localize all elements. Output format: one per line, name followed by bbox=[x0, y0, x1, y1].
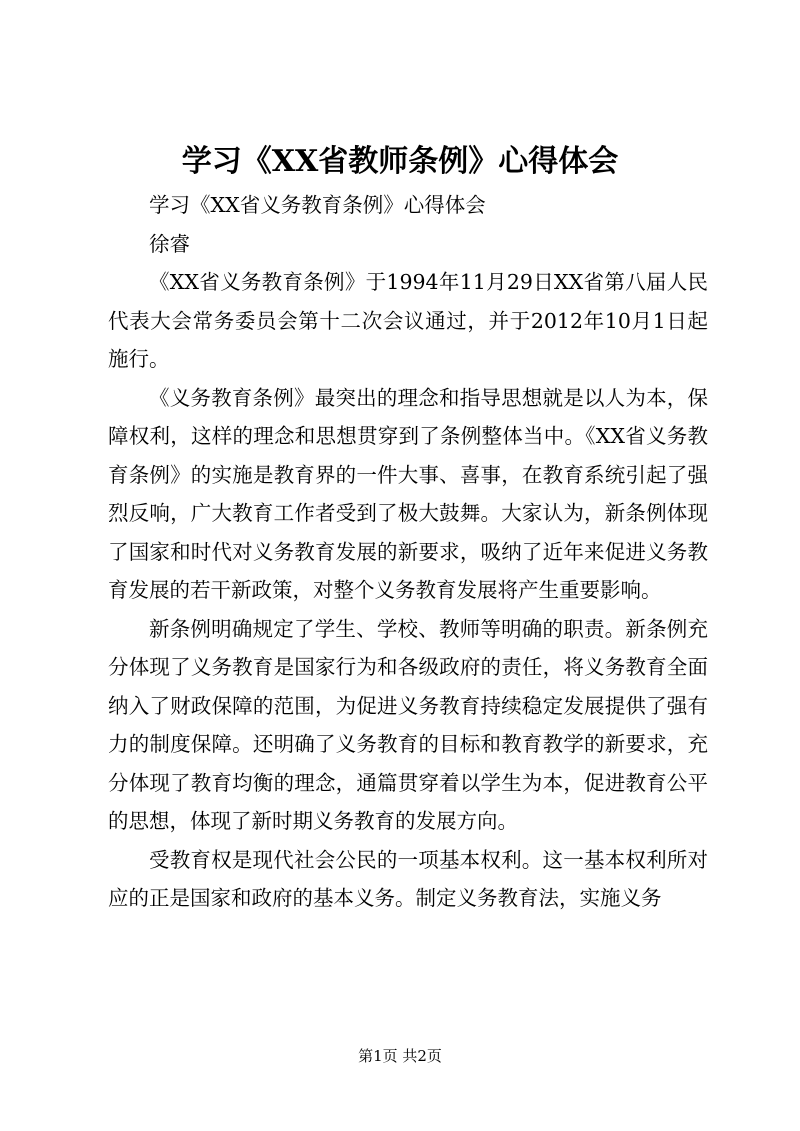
paragraph-4: 受教育权是现代社会公民的一项基本权利。这一基本权利所对应的正是国家和政府的基本义务。制定义务教育法，实施义务 bbox=[108, 847, 708, 910]
paragraph-2: 《义务教育条例》最突出的理念和指导思想就是以人为本，保障权利，这样的理念和思想贯穿到了条例整体当中。《XX省义务教育条例》的实施是教育界的一件大事、喜事，在教育系统引起了强烈反响，广大教育工作者受到了极大鼓舞。大家认为，新条例体现了国家和时代对义务教育发展的新要求，吸纳了近年来促进义务教育发展的若干新政策，对整个义务教育发展将产生重要影响。 bbox=[108, 385, 708, 602]
document-title: 学习《XX省教师条例》心得体会 bbox=[181, 144, 619, 179]
document-body bbox=[108, 186, 708, 918]
subtitle-line: 学习《XX省义务教育条例》心得体会 bbox=[149, 193, 486, 217]
paragraph-1: 《XX省义务教育条例》于1994年11月29日XX省第八届人民代表大会常务委员会第十二次会议通过，并于2012年10月1日起施行。 bbox=[108, 270, 708, 371]
paragraph-3: 新条例明确规定了学生、学校、教师等明确的职责。新条例充分体现了义务教育是国家行为和各级政府的责任，将义务教育全面纳入了财政保障的范围，为促进义务教育持续稳定发展提供了强有力的制度保障。还明确了义务教育的目标和教育教学的新要求，充分体现了教育均衡的理念，通篇贯穿着以学生为本，促进教育公平的思想，体现了新时期义务教育的发展方向。 bbox=[108, 616, 708, 833]
author-line: 徐睿 bbox=[149, 231, 190, 256]
page-footer: 第1页 共2页 bbox=[358, 1047, 442, 1065]
